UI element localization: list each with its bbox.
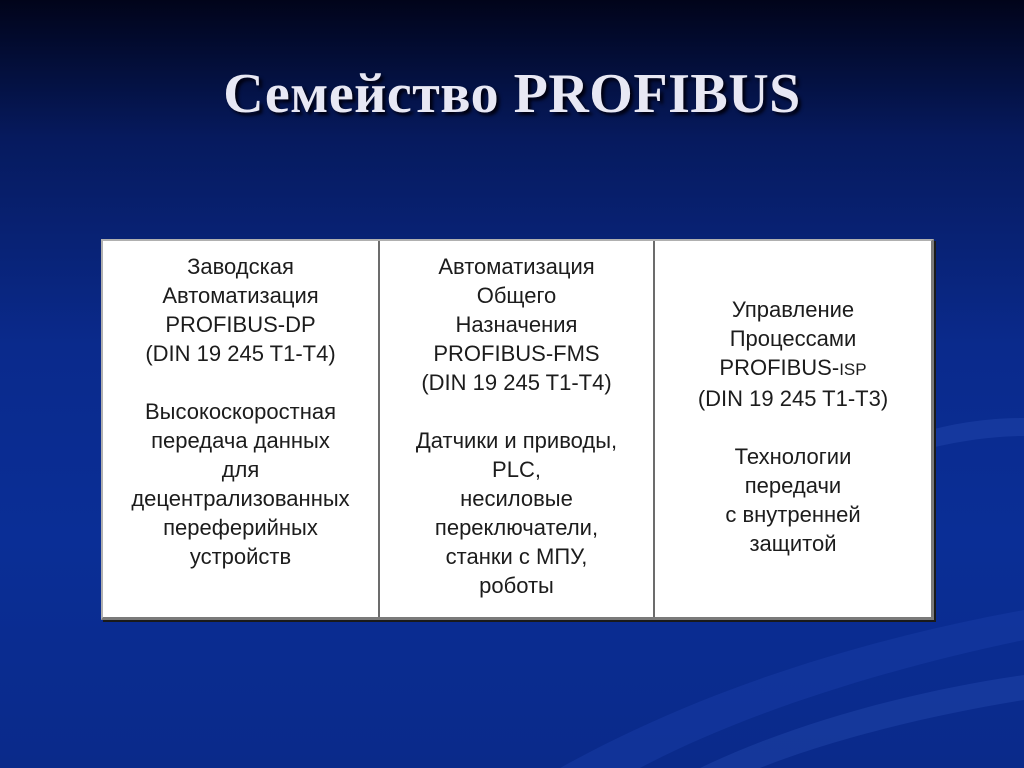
header-line: (DIN 19 245 T1-T4)	[145, 341, 336, 366]
description-line: роботы	[479, 573, 554, 598]
column-profibus-dp	[103, 241, 378, 617]
header-line: Процессами	[729, 326, 857, 351]
variant-prefix: PROFIBUS-	[719, 355, 840, 380]
description-line: несиловые	[460, 486, 573, 511]
description-line: децентрализованных	[131, 486, 350, 511]
description-line: станки с МПУ,	[445, 544, 588, 569]
header-line: Автоматизация	[162, 283, 319, 308]
description-line: устройств	[189, 544, 292, 569]
header-line: Общего	[476, 283, 557, 308]
description-line: переключатели,	[434, 515, 599, 540]
header-line: Автоматизация	[438, 254, 595, 279]
description-line: Высокоскоростная	[144, 399, 337, 424]
description-line: с внутренней	[725, 502, 861, 527]
description-line: передача данных	[151, 428, 330, 453]
description-line: передачи	[744, 473, 842, 498]
variant-line	[655, 353, 931, 384]
column-profibus-fms	[378, 241, 653, 617]
column-profibus-isp	[653, 241, 931, 617]
description-line: для	[221, 457, 260, 482]
variant-suffix: ISP	[839, 360, 867, 379]
header-line: (DIN 19 245 T1-T4)	[421, 370, 612, 395]
description-line: Датчики и приводы,	[415, 428, 618, 453]
description-line: PLC,	[492, 457, 541, 482]
description-line: защитой	[749, 531, 837, 556]
slide-title: Семейство PROFIBUS	[223, 63, 801, 125]
spacer	[103, 368, 378, 397]
description-line: переферийных	[163, 515, 318, 540]
description-line: Технологии	[734, 444, 852, 469]
header-line: PROFIBUS-DP	[165, 312, 316, 337]
header-line: Заводская	[187, 254, 294, 279]
spacer	[380, 397, 653, 426]
profibus-family-table	[101, 239, 934, 620]
header-line: PROFIBUS-FMS	[433, 341, 600, 366]
header-line: Управление	[731, 297, 855, 322]
standard-line: (DIN 19 245 T1-T3)	[697, 386, 889, 411]
header-line: Назначения	[455, 312, 578, 337]
spacer	[655, 413, 931, 442]
